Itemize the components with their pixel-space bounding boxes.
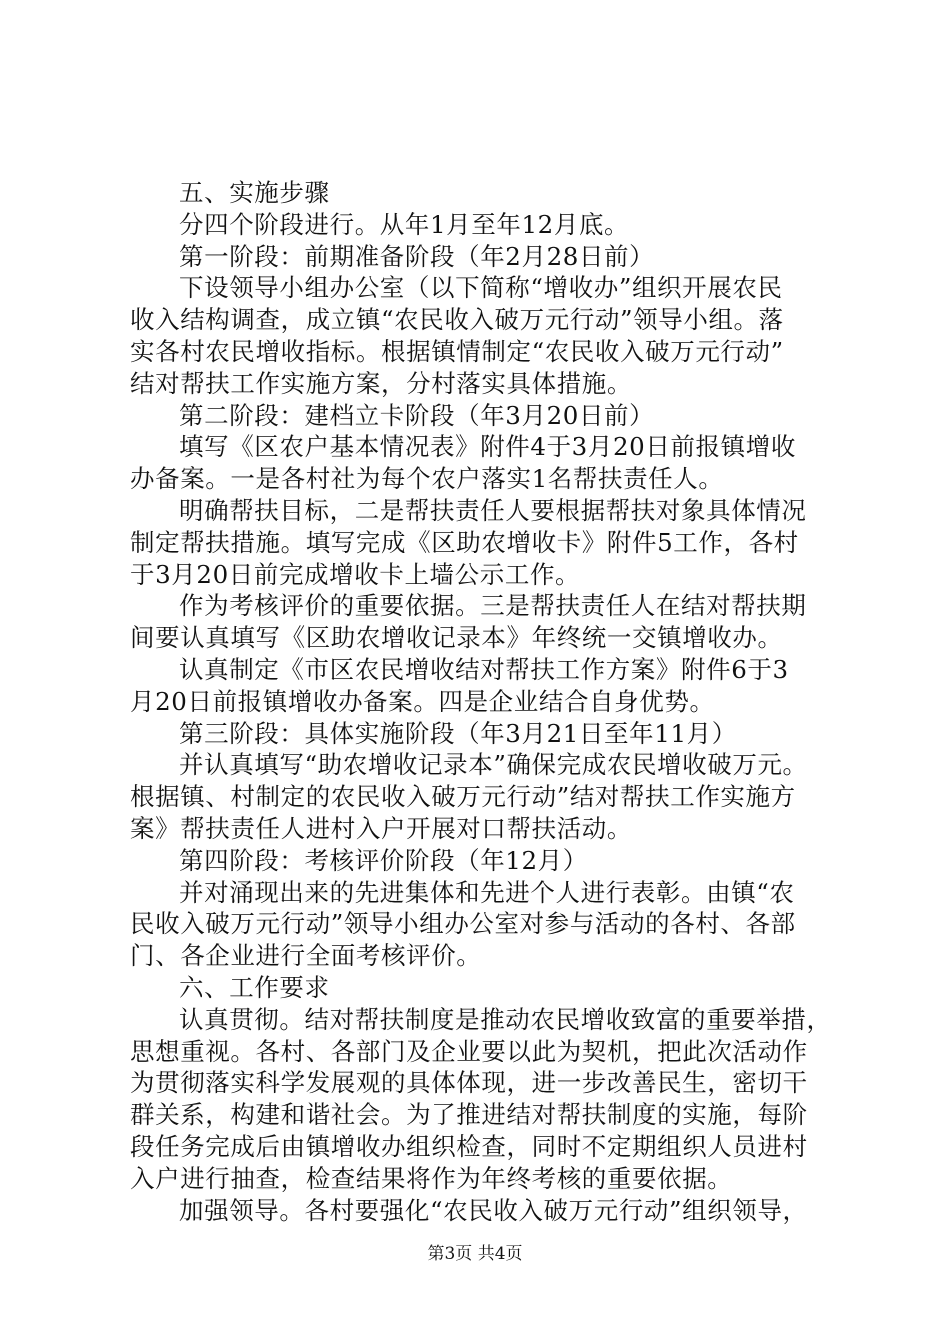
paragraph-line: 月20日前报镇增收办备案。四是企业结合自身优势。 — [130, 686, 715, 716]
paragraph-line: 五、实施步骤 — [179, 178, 330, 207]
paragraph-line: 结对帮扶工作实施方案，分村落实具体措施。 — [130, 368, 632, 398]
paragraph-line: 第三阶段：具体实施阶段（年3月21日至年11月） — [179, 718, 737, 748]
paragraph-line: 填写《区农户基本情况表》附件4于3月20日前报镇增收 — [179, 432, 796, 462]
paragraph-line: 于3月20日前完成增收卡上墙公示工作。 — [130, 559, 581, 589]
paragraph-line: 实各村农民增收指标。根据镇情制定“农民收入破万元行动” — [130, 336, 784, 366]
paragraph-line: 思想重视。各村、各部门及企业要以此为契机，把此次活动作 — [130, 1036, 808, 1066]
paragraph-line: 群关系，构建和谐社会。为了推进结对帮扶制度的实施，每阶 — [130, 1100, 808, 1130]
page-number-footer: 第3页 共4页 — [427, 1244, 523, 1264]
paragraph-line: 为贯彻落实科学发展观的具体体现，进一步改善民生，密切干 — [130, 1068, 808, 1098]
paragraph-line: 间要认真填写《区助农增收记录本》年终统一交镇增收办。 — [130, 623, 783, 653]
paragraph-line: 民收入破万元行动”领导小组办公室对参与活动的各村、各部 — [130, 909, 796, 939]
paragraph-line: 认真贯彻。结对帮扶制度是推动农民增收致富的重要举措， — [179, 1004, 832, 1034]
document-body — [130, 177, 850, 1226]
paragraph-line: 制定帮扶措施。填写完成《区助农增收卡》附件5工作，各村 — [130, 527, 799, 557]
paragraph-line: 入户进行抽查，检查结果将作为年终考核的重要依据。 — [130, 1163, 733, 1193]
paragraph-line: 第二阶段：建档立卡阶段（年3月20日前） — [179, 400, 655, 430]
paragraph-line: 第一阶段：前期准备阶段（年2月28日前） — [179, 241, 655, 271]
paragraph-line: 第四阶段：考核评价阶段（年12月） — [179, 845, 588, 875]
paragraph-line: 办备案。一是各村社为每个农户落实1名帮扶责任人。 — [130, 464, 724, 494]
paragraph-line: 下设领导小组办公室（以下简称“增收办”组织开展农民 — [179, 273, 783, 303]
paragraph-line: 案》帮扶责任人进村入户开展对口帮扶活动。 — [130, 813, 632, 843]
paragraph-line: 认真制定《市区农民增收结对帮扶工作方案》附件6于3 — [179, 654, 789, 684]
paragraph-line: 门、各企业进行全面考核评价。 — [130, 941, 482, 971]
paragraph-line: 分四个阶段进行。从年1月至年12月底。 — [179, 209, 630, 239]
paragraph-line: 段任务完成后由镇增收办组织检查，同时不定期组织人员进村 — [130, 1131, 808, 1161]
paragraph-line: 收入结构调查，成立镇“农民收入破万元行动”领导小组。落 — [130, 305, 784, 335]
paragraph-line: 六、工作要求 — [179, 972, 330, 1002]
paragraph-line: 并认真填写“助农增收记录本”确保完成农民增收破万元。 — [179, 750, 808, 780]
paragraph-line: 加强领导。各村要强化“农民收入破万元行动”组织领导， — [179, 1195, 808, 1225]
paragraph-line: 明确帮扶目标，二是帮扶责任人要根据帮扶对象具体情况 — [179, 495, 807, 525]
paragraph-line: 并对涌现出来的先进集体和先进个人进行表彰。由镇“农 — [179, 877, 795, 907]
paragraph-line: 作为考核评价的重要依据。三是帮扶责任人在结对帮扶期 — [179, 591, 807, 621]
paragraph-line: 根据镇、村制定的农民收入破万元行动”结对帮扶工作实施方 — [130, 782, 796, 812]
